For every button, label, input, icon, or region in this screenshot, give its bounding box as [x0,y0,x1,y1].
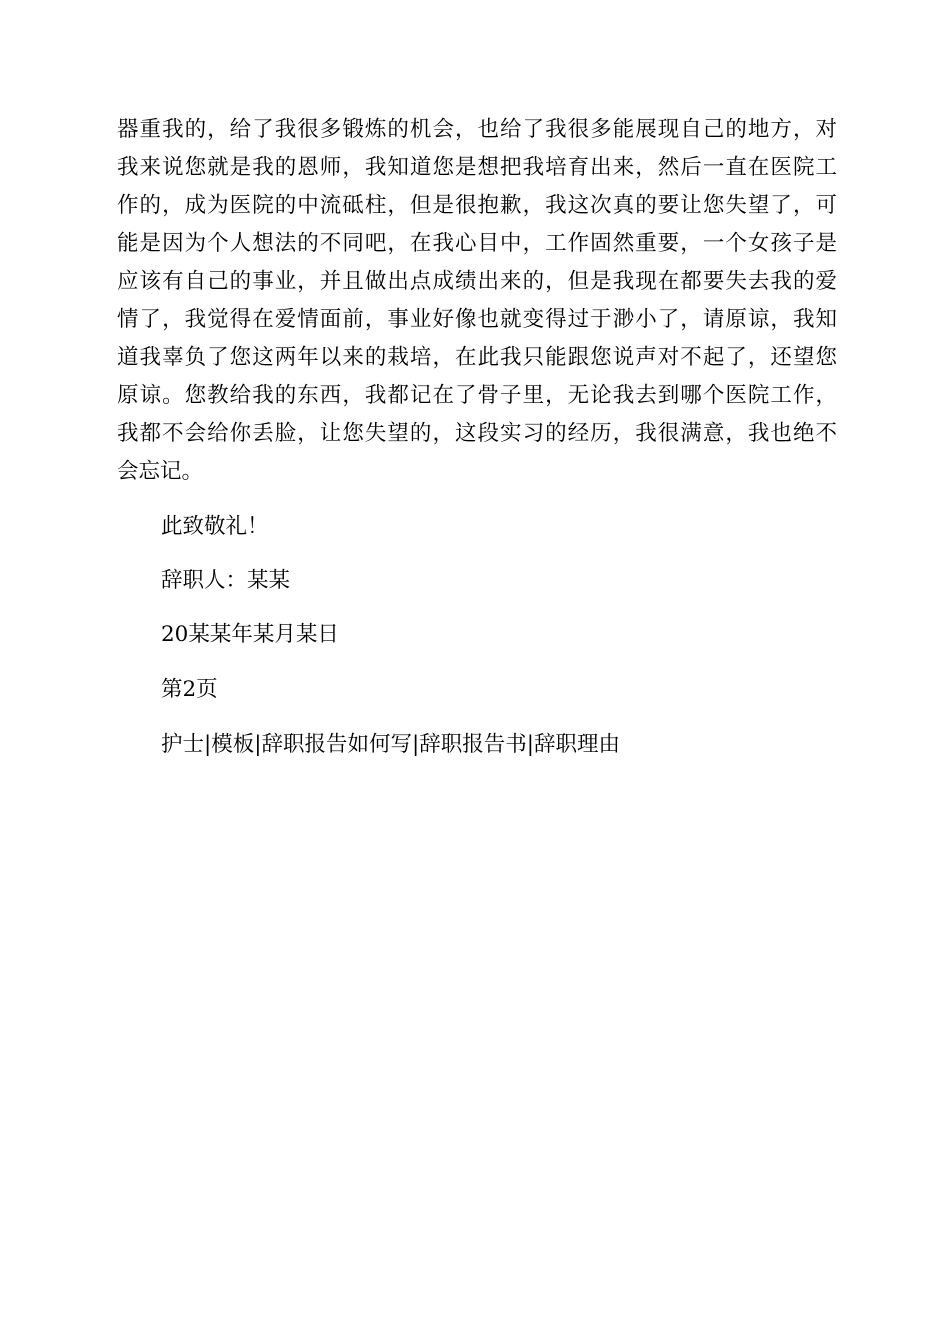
body-line-6: 情了，我觉得在爱情面前，事业好像也就变得过于渺小了，请原谅，我知 [117,307,837,332]
body-line-5: 应该有自己的事业，并且做出点成绩出来的，但是我现在都要失去我的爱 [117,269,837,294]
body-line-9: 我都不会给你丢脸，让您失望的，这段实习的经历，我很满意，我也绝不 [117,421,837,446]
signer-line: 辞职人：某某 [161,568,291,593]
tag-line: 护士|模板|辞职报告如何写|辞职报告书|辞职理由 [161,732,620,757]
body-line-1: 器重我的，给了我很多锻炼的机会，也给了我很多能展现自己的地方，对 [117,117,837,142]
page-number: 第2页 [161,677,218,702]
body-line-3: 作的，成为医院的中流砥柱，但是很抱歉，我这次真的要让您失望了，可 [117,193,837,218]
body-line-2: 我来说您就是我的恩师，我知道您是想把我培育出来，然后一直在医院工 [117,155,837,180]
body-line-8: 原谅。您教给我的东西，我都记在了骨子里，无论我去到哪个医院工作， [117,383,837,408]
date-line: 20某某年某月某日 [161,622,339,647]
salutation: 此致敬礼！ [161,514,269,539]
letter-body [117,111,837,491]
body-line-7: 道我辜负了您这两年以来的栽培，在此我只能跟您说声对不起了，还望您 [117,345,837,370]
body-line-10: 会忘记。 [117,459,204,484]
body-line-4: 能是因为个人想法的不同吧，在我心目中，工作固然重要，一个女孩子是 [117,231,837,256]
